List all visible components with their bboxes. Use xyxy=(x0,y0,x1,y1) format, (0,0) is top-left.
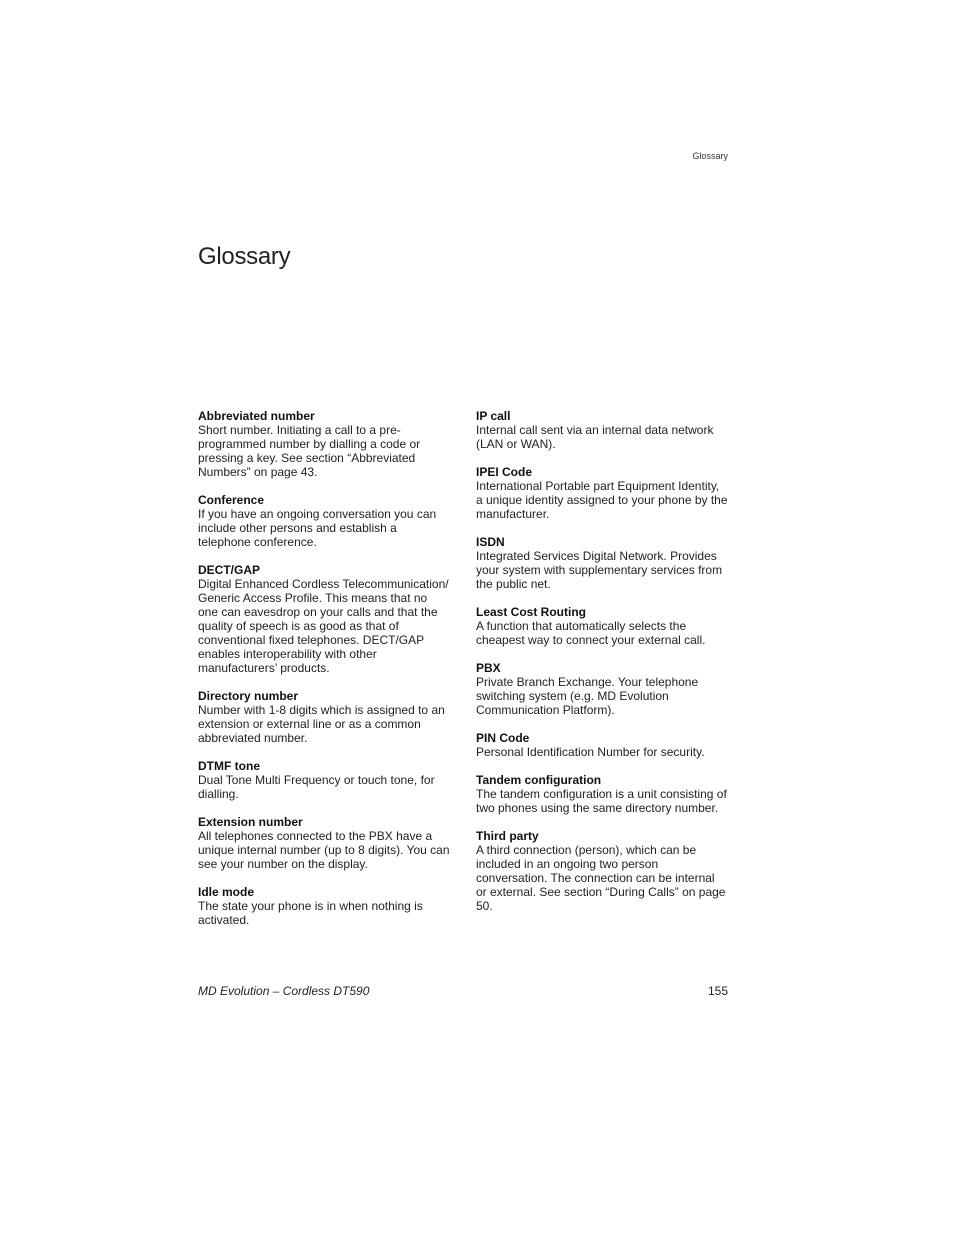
glossary-entry xyxy=(476,605,728,647)
glossary-right-column xyxy=(476,409,728,927)
glossary-entry xyxy=(476,829,728,913)
glossary-entry xyxy=(198,409,450,479)
glossary-entry xyxy=(198,815,450,871)
glossary-definition: Personal Identification Number for security. xyxy=(476,745,705,759)
glossary-definition: Digital Enhanced Cordless Telecommunication/ Generic Access Profile. This means that no one can eavesdrop on your calls and that the quality of speech is as good as that of conventional fixed telephones. DECT/GAP enables interoperability with other manufacturers’ products. xyxy=(198,577,449,675)
glossary-entry xyxy=(476,535,728,591)
glossary-term: ISDN xyxy=(476,535,505,549)
glossary-term: DTMF tone xyxy=(198,759,260,773)
glossary-definition: Dual Tone Multi Frequency or touch tone, for dialling. xyxy=(198,773,435,801)
glossary-entry xyxy=(476,465,728,521)
glossary-term: Extension number xyxy=(198,815,303,829)
glossary-term: Idle mode xyxy=(198,885,255,899)
glossary-term: PIN Code xyxy=(476,731,530,745)
glossary-definition: International Portable part Equipment Identity, a unique identity assigned to your phone by the manufacturer. xyxy=(476,479,728,521)
glossary-definition: Private Branch Exchange. Your telephone switching system (e.g. MD Evolution Communication Platform). xyxy=(476,675,699,717)
glossary-term: Conference xyxy=(198,493,265,507)
glossary-term: Third party xyxy=(476,829,539,843)
glossary-entry xyxy=(476,773,728,815)
glossary-term: Abbreviated number xyxy=(198,409,315,423)
footer-document-title: MD Evolution – Cordless DT590 xyxy=(198,984,370,998)
glossary-definition: Number with 1-8 digits which is assigned to an extension or external line or as a common abbreviated number. xyxy=(198,703,445,745)
glossary-entry xyxy=(198,885,450,927)
glossary-term: Directory number xyxy=(198,689,299,703)
glossary-term: IP call xyxy=(476,409,511,423)
running-header: Glossary xyxy=(692,151,728,161)
glossary-term: Tandem configuration xyxy=(476,773,602,787)
glossary-term: Least Cost Routing xyxy=(476,605,586,619)
glossary-term: IPEI Code xyxy=(476,465,533,479)
glossary-definition: The tandem configuration is a unit consisting of two phones using the same directory number. xyxy=(476,787,727,815)
glossary-definition: All telephones connected to the PBX have a unique internal number (up to 8 digits). You can see your number on the display. xyxy=(198,829,450,871)
glossary-entry xyxy=(476,661,728,717)
glossary-definition: A function that automatically selects the cheapest way to connect your external call. xyxy=(476,619,706,647)
glossary-definition: If you have an ongoing conversation you can include other persons and establish a telephone conference. xyxy=(198,507,437,549)
glossary-definition: Internal call sent via an internal data network (LAN or WAN). xyxy=(476,423,714,451)
glossary-definition: Short number. Initiating a call to a pre-programmed number by dialling a code or pressing a key. See section “Abbreviated Numbers” on page 43. xyxy=(198,423,421,479)
glossary-entry xyxy=(476,409,728,451)
glossary-definition: A third connection (person), which can be included in an ongoing two person conversation. The connection can be internal or external. See section “During Calls” on page 50. xyxy=(476,843,726,913)
glossary-entry xyxy=(198,563,450,675)
glossary-left-column xyxy=(198,409,450,941)
glossary-definition: The state your phone is in when nothing is activated. xyxy=(198,899,423,927)
glossary-entry xyxy=(198,493,450,549)
glossary-entry xyxy=(476,731,728,759)
glossary-entry xyxy=(198,689,450,745)
page-title: Glossary xyxy=(198,243,291,270)
glossary-entry xyxy=(198,759,450,801)
glossary-term: PBX xyxy=(476,661,501,675)
footer-page-number: 155 xyxy=(707,984,728,998)
glossary-term: DECT/GAP xyxy=(198,563,261,577)
glossary-definition: Integrated Services Digital Network. Provides your system with supplementary services from the public net. xyxy=(476,549,723,591)
